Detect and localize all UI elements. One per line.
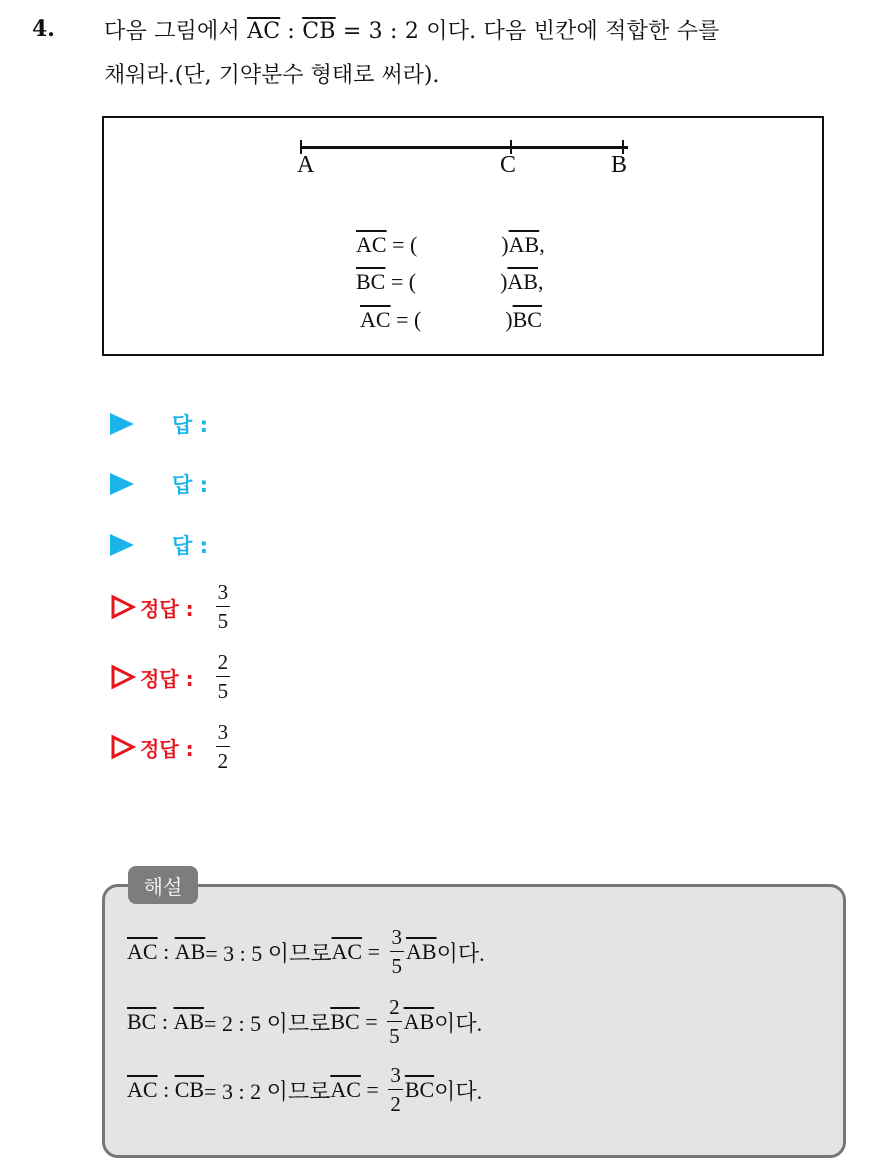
segment: $\overline{AB}$ bbox=[406, 939, 437, 964]
segment: $\overline{AB}$ bbox=[174, 939, 206, 964]
equation-close: ) bbox=[501, 232, 509, 257]
denominator: 5 bbox=[217, 679, 229, 703]
answer-label: 답 : bbox=[172, 534, 208, 558]
denominator: 5 bbox=[217, 609, 229, 633]
correct-answer-row bbox=[110, 582, 230, 632]
equation-tail: , bbox=[537, 269, 544, 294]
equation-close: ) bbox=[505, 307, 513, 332]
answer-label: 답 : bbox=[172, 473, 208, 497]
ratio-colon: : bbox=[280, 19, 303, 44]
fraction bbox=[216, 722, 231, 772]
denominator: 2 bbox=[390, 1092, 401, 1116]
ending: 이다. bbox=[434, 1078, 483, 1104]
point-label-c: C bbox=[500, 152, 517, 178]
equation-open: = ( bbox=[390, 307, 422, 332]
numerator: 3 bbox=[388, 1065, 403, 1090]
fraction bbox=[390, 927, 405, 977]
explanation-tag: 해설 bbox=[128, 866, 198, 904]
equation-row bbox=[356, 232, 545, 258]
equation-row bbox=[360, 307, 542, 333]
correct-answer-label: 정답 : bbox=[140, 596, 194, 621]
point-label-b: B bbox=[611, 152, 628, 178]
answer-row[interactable] bbox=[110, 464, 208, 504]
ending: 이다. bbox=[434, 1010, 483, 1036]
line-segment-ab bbox=[300, 146, 628, 149]
explanation-row bbox=[127, 1065, 482, 1115]
play-arrow-icon bbox=[110, 473, 134, 495]
equation-lhs: $\overline{AC}$ bbox=[360, 307, 391, 332]
ratio-text: = 3 : 5 이므로 bbox=[205, 940, 332, 966]
equation-rhs-segment: $\overline{AB}$ bbox=[507, 269, 538, 294]
outline-arrow-icon bbox=[110, 594, 136, 620]
numerator: 3 bbox=[216, 582, 231, 607]
segment: $\overline{BC}$ bbox=[127, 1009, 157, 1034]
colon: : bbox=[156, 1009, 174, 1034]
correct-answer-label: 정답 : bbox=[140, 736, 194, 761]
colon: : bbox=[157, 939, 175, 964]
ending: 이다. bbox=[436, 940, 485, 966]
equation-row bbox=[356, 269, 543, 295]
segment: $\overline{AC}$ bbox=[330, 1077, 361, 1102]
segment: $\overline{AB}$ bbox=[403, 1009, 435, 1034]
play-arrow-icon bbox=[110, 534, 134, 556]
segment: $\overline{AB}$ bbox=[173, 1009, 205, 1034]
correct-answer-row bbox=[110, 652, 230, 702]
equals: = bbox=[362, 939, 386, 964]
explanation-row bbox=[127, 927, 485, 977]
question-intro: 다음 그림에서 bbox=[104, 19, 248, 44]
outline-arrow-icon bbox=[110, 664, 136, 690]
segment: $\overline{AC}$ bbox=[127, 939, 158, 964]
segment-ac: $\overline{AC}$ bbox=[247, 19, 281, 44]
denominator: 2 bbox=[217, 749, 229, 773]
fraction bbox=[216, 652, 231, 702]
explanation-box bbox=[102, 884, 846, 1158]
explanation-row bbox=[127, 997, 482, 1047]
numerator: 3 bbox=[216, 722, 231, 747]
answer-label: 답 : bbox=[172, 413, 208, 437]
equation-open: = ( bbox=[386, 232, 418, 257]
equation-lhs: $\overline{AC}$ bbox=[356, 232, 387, 257]
segment: $\overline{BC}$ bbox=[404, 1077, 435, 1102]
answer-row[interactable] bbox=[110, 525, 208, 565]
denominator: 5 bbox=[391, 954, 403, 978]
question-ratio: = 3 : 2 이다. 다음 빈칸에 적합한 수를 bbox=[335, 19, 720, 44]
denominator: 5 bbox=[389, 1024, 400, 1048]
segment: $\overline{BC}$ bbox=[330, 1009, 360, 1034]
outline-arrow-icon bbox=[110, 734, 136, 760]
question-number: 4. bbox=[32, 16, 55, 42]
equation-rhs-segment: $\overline{AB}$ bbox=[508, 232, 540, 257]
figure-box bbox=[102, 116, 824, 356]
equation-tail: , bbox=[539, 232, 545, 257]
fraction bbox=[387, 997, 402, 1047]
numerator: 2 bbox=[387, 997, 402, 1022]
equation-rhs-segment: $\overline{BC}$ bbox=[512, 307, 542, 332]
point-label-a: A bbox=[297, 152, 315, 178]
colon: : bbox=[157, 1077, 175, 1102]
ratio-text: = 2 : 5 이므로 bbox=[204, 1010, 331, 1036]
question-text-line2: 채워라.(단, 기약분수 형태로 써라). bbox=[104, 63, 440, 88]
ratio-text: = 3 : 2 이므로 bbox=[204, 1078, 331, 1104]
segment: $\overline{CB}$ bbox=[174, 1077, 205, 1102]
segment-cb: $\overline{CB}$ bbox=[302, 19, 336, 44]
fraction bbox=[388, 1065, 403, 1115]
question-text-line1 bbox=[104, 14, 720, 45]
equation-close: ) bbox=[500, 269, 508, 294]
segment: $\overline{AC}$ bbox=[331, 939, 363, 964]
segment: $\overline{AC}$ bbox=[127, 1077, 158, 1102]
numerator: 3 bbox=[390, 927, 405, 952]
numerator: 2 bbox=[216, 652, 231, 677]
correct-answer-label: 정답 : bbox=[140, 666, 194, 691]
equation-lhs: $\overline{BC}$ bbox=[356, 269, 386, 294]
equation-open: = ( bbox=[385, 269, 417, 294]
fraction bbox=[216, 582, 231, 632]
correct-answer-row bbox=[110, 722, 230, 772]
answer-row[interactable] bbox=[110, 404, 208, 444]
play-arrow-icon bbox=[110, 413, 134, 435]
equals: = bbox=[359, 1009, 384, 1034]
equals: = bbox=[360, 1077, 385, 1102]
